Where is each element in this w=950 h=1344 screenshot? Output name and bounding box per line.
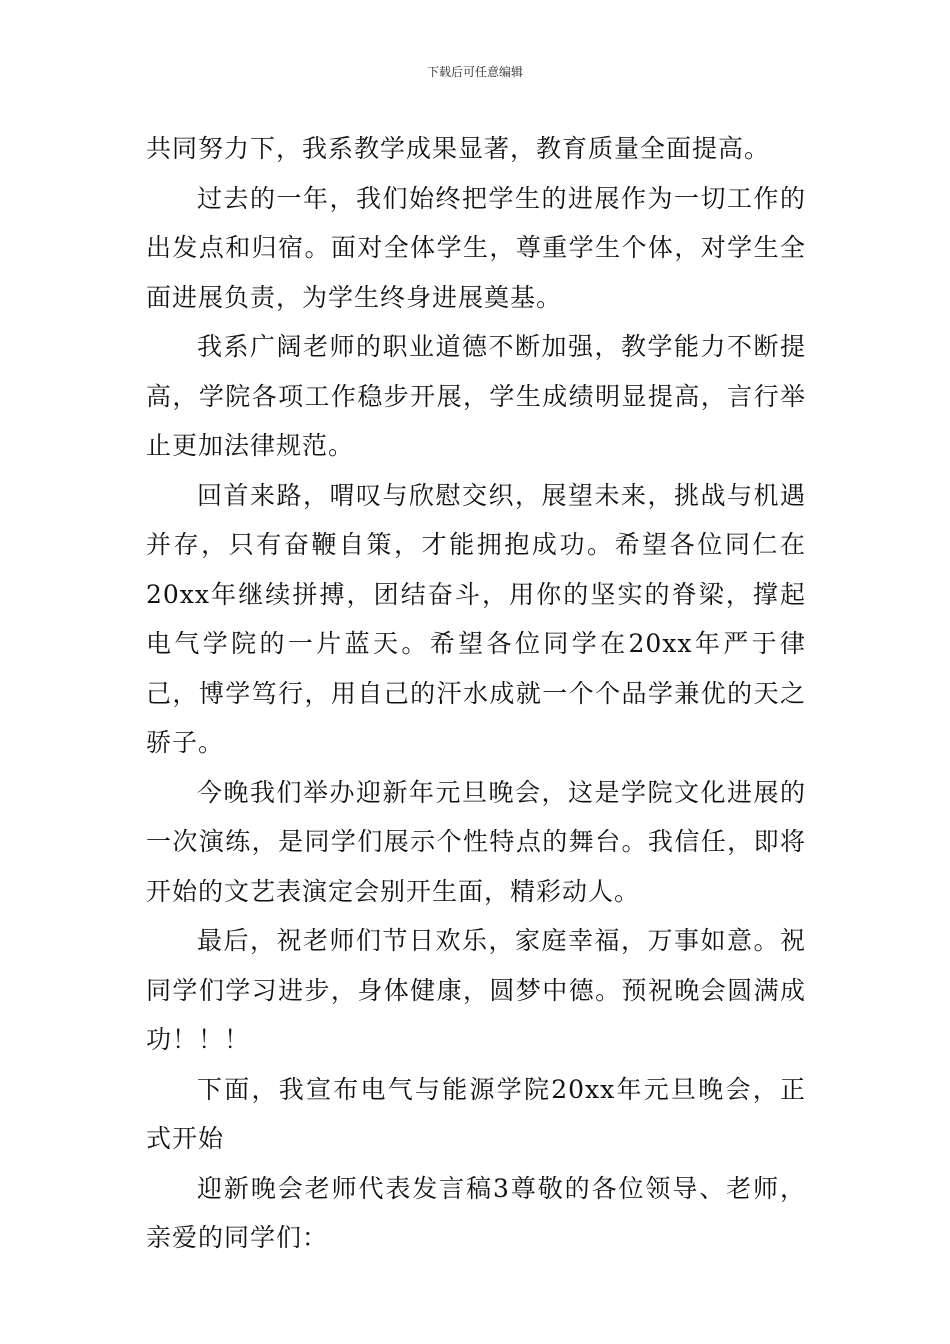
- paragraph: 过去的一年，我们始终把学生的进展作为一切工作的出发点和归宿。面对全体学生，尊重学生个体，对学生全面进展负责，为学生终身进展奠基。: [146, 183, 806, 312]
- paragraph: 共同努力下，我系教学成果显著，教育质量全面提高。: [146, 134, 771, 163]
- paragraph: 迎新晚会老师代表发言稿3尊敬的各位领导、老师，亲爱的同学们：: [146, 1173, 806, 1252]
- paragraph: 最后，祝老师们节日欢乐，家庭幸福，万事如意。祝同学们学习进步，身体健康，圆梦中德。预祝晚会圆满成功！！！: [146, 926, 806, 1054]
- paragraph: 今晚我们举办迎新年元旦晚会，这是学院文化进展的一次演练，是同学们展示个性特点的舞台。我信任，即将开始的文艺表演定会别开生面，精彩动人。: [146, 777, 806, 906]
- paragraph: 下面，我宣布电气与能源学院20xx年元旦晚会，正式开始: [146, 1074, 806, 1153]
- paragraph: 回首来路，喟叹与欣慰交织，展望未来，挑战与机遇并存，只有奋鞭自策，才能拥抱成功。希望各位同仁在20xx年继续拼搏，团结奋斗，用你的坚实的脊梁，撑起电气学院的一片蓝天。希望各位同学在20xx年严于律己，博学笃行，用自己的汗水成就一个个品学兼优的天之骄子。: [146, 480, 806, 757]
- document-body: [146, 124, 806, 1263]
- paragraph: 我系广阔老师的职业道德不断加强，教学能力不断提高，学院各项工作稳步开展，学生成绩明显提高，言行举止更加法律规范。: [146, 332, 806, 460]
- page-header: 下载后可任意编辑: [426, 65, 523, 79]
